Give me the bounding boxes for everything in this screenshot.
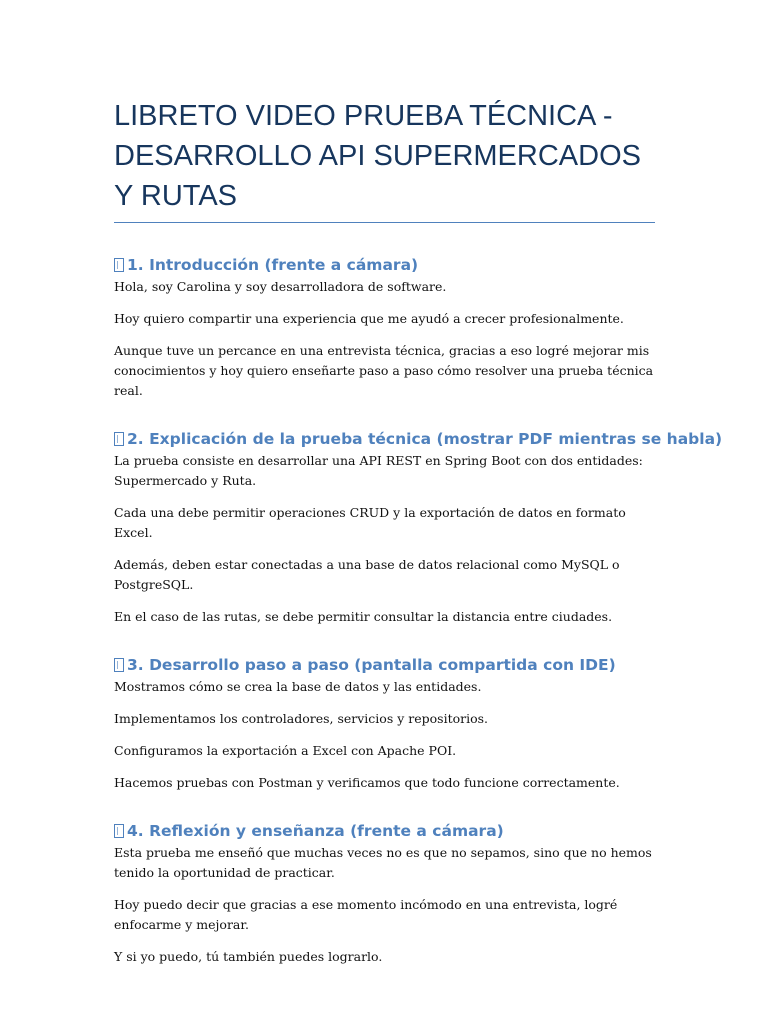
section-introduccion <box>114 255 655 401</box>
section-heading-label: 4. Reflexión y enseñanza (frente a cámara) <box>127 822 504 840</box>
paragraph: Mostramos cómo se crea la base de datos y las entidades. <box>114 679 482 694</box>
paragraph: Hoy quiero compartir una experiencia que me ayudó a crecer profesionalmente. <box>114 311 624 326</box>
paragraph: Aunque tuve un percance en una entrevista técnica, gracias a eso logré mejorar mis conocimientos y hoy quiero enseñarte paso a paso cómo resolver una prueba técnica real. <box>114 343 654 398</box>
missing-glyph-icon <box>114 432 124 446</box>
section-heading <box>114 655 655 675</box>
title-underline-divider <box>114 222 655 223</box>
paragraph: Además, deben estar conectadas a una base de datos relacional como MySQL o PostgreSQL. <box>114 557 620 592</box>
missing-glyph-icon <box>114 658 124 672</box>
section-heading-label: 1. Introducción (frente a cámara) <box>127 256 419 274</box>
paragraph: Hola, soy Carolina y soy desarrolladora de software. <box>114 279 447 294</box>
section-desarrollo <box>114 655 655 793</box>
section-explicacion <box>114 429 723 627</box>
section-heading-label: 3. Desarrollo paso a paso (pantalla compartida con IDE) <box>127 656 616 674</box>
section-heading <box>114 255 655 275</box>
paragraph: Configuramos la exportación a Excel con Apache POI. <box>114 743 457 758</box>
section-reflexion <box>114 821 655 967</box>
paragraph: La prueba consiste en desarrollar una API REST en Spring Boot con dos entidades: Supermercado y Ruta. <box>114 453 643 488</box>
paragraph: Hoy puedo decir que gracias a ese momento incómodo en una entrevista, logré enfocarme y mejorar. <box>114 897 618 932</box>
section-heading <box>114 821 655 841</box>
paragraph: Y si yo puedo, tú también puedes lograrlo. <box>114 949 383 964</box>
paragraph: Hacemos pruebas con Postman y verificamos que todo funcione correctamente. <box>114 775 620 790</box>
section-heading <box>114 429 723 449</box>
paragraph: Esta prueba me enseñó que muchas veces no es que no sepamos, sino que no hemos tenido la oportunidad de practicar. <box>114 845 652 880</box>
paragraph: Implementamos los controladores, servicios y repositorios. <box>114 711 488 726</box>
section-heading-label: 2. Explicación de la prueba técnica (mostrar PDF mientras se habla) <box>127 430 723 448</box>
paragraph: Cada una debe permitir operaciones CRUD y la exportación de datos en formato Excel. <box>114 505 626 540</box>
document-title: LIBRETO VIDEO PRUEBA TÉCNICA - DESARROLLO API SUPERMERCADOS Y RUTAS <box>114 100 641 212</box>
missing-glyph-icon <box>114 258 124 272</box>
paragraph: En el caso de las rutas, se debe permitir consultar la distancia entre ciudades. <box>114 609 613 624</box>
missing-glyph-icon <box>114 824 124 838</box>
document-page <box>114 96 723 967</box>
